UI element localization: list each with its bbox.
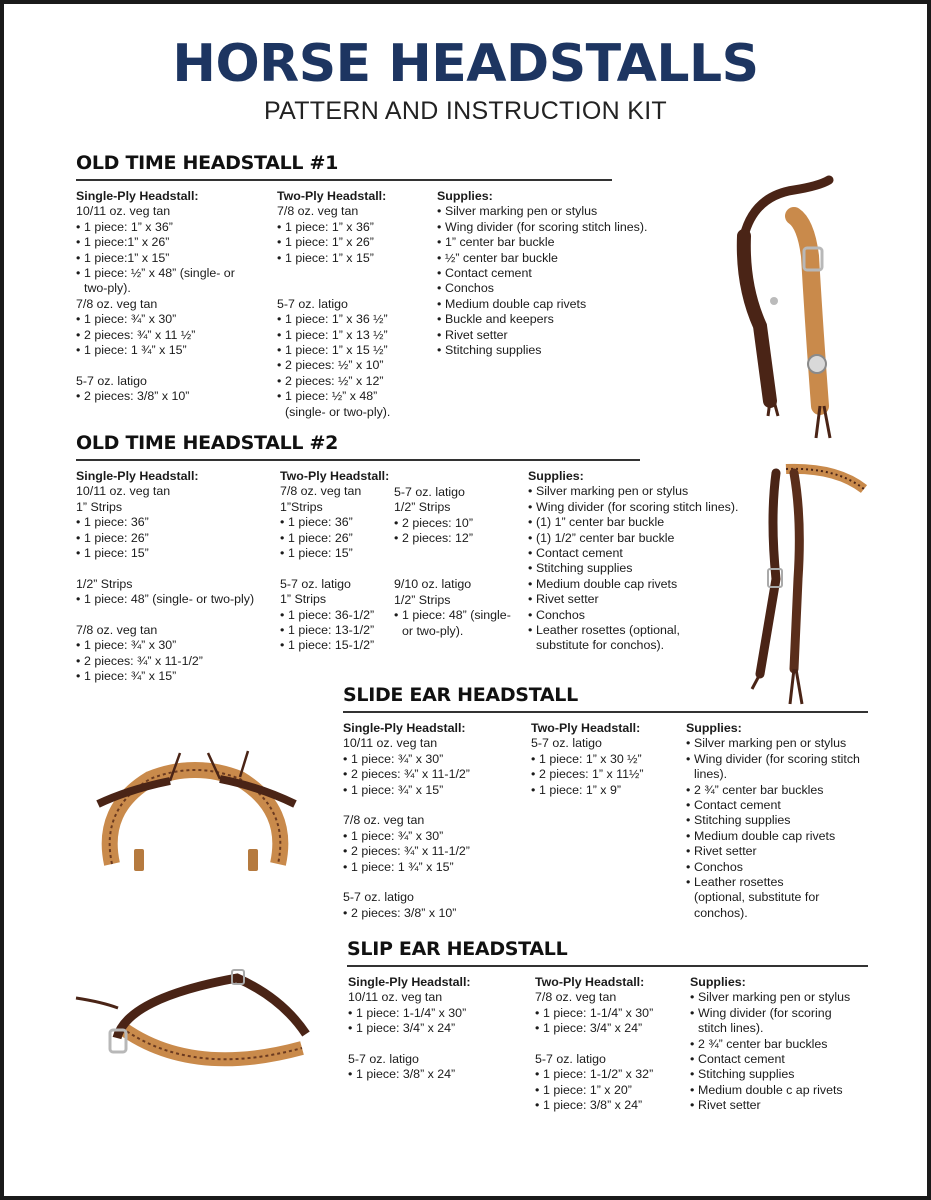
text-line: 5-7 oz. latigo [535, 1052, 606, 1067]
list-item: • ½” center bar buckle [437, 251, 647, 266]
list-item: • Contact cement [528, 546, 738, 561]
column-heading: Single-Ply Headstall: [348, 975, 471, 989]
list-item: • Leather rosettes [686, 875, 860, 890]
list-item: • 2 ¾” center bar buckles [690, 1037, 850, 1052]
text-line: 10/11 oz. veg tan [348, 990, 443, 1005]
column-heading: Supplies: [437, 189, 493, 203]
list-item: • 1 piece: ¾” x 30” [343, 752, 470, 767]
list-item: • Contact cement [690, 1052, 850, 1067]
list-item: • 1 piece: 15” [280, 546, 389, 561]
text-line: 5-7 oz. latigo [76, 373, 147, 388]
list-item: • Conchos [437, 281, 647, 296]
list-item: • 2 pieces: 3/8” x 10” [343, 906, 470, 921]
column [76, 189, 235, 405]
text-line: 7/8 oz. veg tan [277, 204, 359, 219]
list-item: • Conchos [528, 608, 738, 623]
list-item: • 1 piece: ¾” x 30” [76, 638, 254, 653]
list-item: • 2 pieces: 10” [394, 516, 511, 531]
text-line: 5-7 oz. latigo [280, 576, 351, 591]
list-item: • 1 piece: ¾” x 30” [76, 312, 235, 327]
slide-ear-headstall-photo [90, 749, 300, 884]
section-title-slip-ear: SLIP EAR HEADSTALL [347, 938, 568, 960]
list-item: • 1 piece: 48” (single- [394, 608, 511, 623]
list-item: • 1 piece: 1-1/4” x 30” [348, 1006, 471, 1021]
text-line: 5-7 oz. latigo [348, 1052, 419, 1067]
list-item: • Rivet setter [437, 328, 647, 343]
list-item: • Leather rosettes (optional, [528, 623, 738, 638]
list-item: • 1 piece: 1” x 36” [76, 220, 235, 235]
list-item: • 2 pieces: ½” x 10” [277, 358, 390, 373]
list-item: • (1) 1/2” center bar buckle [528, 531, 738, 546]
list-item: • Stitching supplies [690, 1067, 850, 1082]
list-item: • 1 piece: 1” x 36” [277, 220, 390, 235]
column [277, 189, 390, 420]
list-item: • Medium double cap rivets [437, 297, 647, 312]
text-line: 1/2” Strips [76, 576, 133, 591]
column [280, 469, 389, 654]
text-line: 7/8 oz. veg tan [343, 813, 425, 828]
text-line: 1” Strips [76, 499, 123, 514]
list-item: • Wing divider (for scoring stitch lines). [437, 220, 647, 235]
list-item: • 1 piece: 48” (single- or two-ply) [76, 592, 254, 607]
text-line: 1/2” Strips [394, 500, 451, 515]
list-item: • 1 piece: 36” [280, 515, 389, 530]
column [531, 721, 643, 798]
text-line: stitch lines). [698, 1021, 764, 1036]
list-item: • 1 piece: 15” [76, 546, 254, 561]
spacer [535, 1037, 653, 1052]
text-line: 5-7 oz. latigo [394, 485, 465, 499]
text-line: 7/8 oz. veg tan [76, 623, 158, 638]
list-item: • 1 piece: 36” [76, 515, 254, 530]
list-item: • 1 piece: 1-1/2” x 32” [535, 1067, 653, 1082]
list-item: • 1 piece: 3/4” x 24” [348, 1021, 471, 1036]
spacer [277, 281, 390, 296]
text-line: 10/11 oz. veg tan [76, 204, 171, 219]
text-line: substitute for conchos). [536, 638, 665, 653]
column-heading: Supplies: [686, 721, 742, 735]
list-item: • Silver marking pen or stylus [528, 484, 738, 499]
column-heading: Single-Ply Headstall: [343, 721, 466, 735]
list-item: • 2 pieces: ¾” x 11-1/2” [343, 767, 470, 782]
column-heading: Single-Ply Headstall: [76, 189, 199, 203]
list-item: • Stitching supplies [686, 813, 860, 828]
pattern-page [4, 4, 927, 1196]
list-item: • Silver marking pen or stylus [686, 736, 860, 751]
spacer [343, 798, 470, 813]
section-title-slide-ear: SLIDE EAR HEADSTALL [343, 684, 578, 706]
list-item: • 2 pieces: 12” [394, 531, 511, 546]
list-item: • 1 piece: 13-1/2” [280, 623, 389, 638]
column [686, 721, 860, 921]
text-line: or two-ply). [402, 623, 464, 638]
list-item: • 1 piece: 1 ¾” x 15” [343, 860, 470, 875]
column [343, 721, 470, 921]
list-item: • 1 piece: 1” x 9” [531, 783, 643, 798]
text-line: 7/8 oz. veg tan [280, 484, 362, 499]
list-item: • 1 piece: 26” [280, 531, 389, 546]
column [437, 189, 647, 358]
column [690, 975, 850, 1114]
list-item: • 1 piece: 3/8” x 24” [348, 1067, 471, 1082]
list-item: • Silver marking pen or stylus [690, 990, 850, 1005]
section-title-old-time-1: OLD TIME HEADSTALL #1 [76, 152, 339, 174]
list-item: • Stitching supplies [437, 343, 647, 358]
list-item: • Wing divider (for scoring stitch lines). [528, 500, 738, 515]
text-line: 5-7 oz. latigo [343, 890, 414, 905]
list-item: • 1 piece: 3/8” x 24” [535, 1098, 653, 1113]
text-line: two-ply). [84, 281, 131, 296]
text-line: conchos). [694, 905, 748, 920]
section-rule [347, 965, 868, 967]
list-item: • 2 pieces: ½” x 12” [277, 374, 390, 389]
text-line: 1” Strips [280, 592, 327, 607]
column [348, 975, 471, 1083]
list-item: • 1 piece: 15-1/2” [280, 638, 389, 653]
column-heading: Supplies: [528, 469, 584, 483]
spacer [394, 562, 511, 577]
list-item: • Wing divider (for scoring [690, 1006, 850, 1021]
list-item: • 1 piece: 36-1/2” [280, 608, 389, 623]
column [394, 485, 511, 639]
list-item: • 1 piece: 1” x 20” [535, 1083, 653, 1098]
spacer [280, 561, 389, 576]
column [535, 975, 653, 1114]
list-item: • 2 ¾” center bar buckles [686, 783, 860, 798]
list-item: • 1 piece: ¾” x 15” [343, 783, 470, 798]
list-item: • 1 piece: ½” x 48” [277, 389, 390, 404]
list-item: • 2 pieces: 1” x 11½” [531, 767, 643, 782]
text-line: (single- or two-ply). [285, 404, 391, 419]
list-item: • 1 piece: 1” x 36 ½” [277, 312, 390, 327]
column-heading: Two-Ply Headstall: [277, 189, 387, 203]
text-line: lines). [694, 767, 728, 782]
list-item: • Medium double c ap rivets [690, 1083, 850, 1098]
list-item: • 1 piece: 1” x 15 ½” [277, 343, 390, 358]
text-line: 5-7 oz. latigo [531, 736, 602, 751]
list-item: • 1 piece: 1” x 13 ½” [277, 328, 390, 343]
text-line: 1”Strips [280, 499, 323, 514]
column-heading: Two-Ply Headstall: [280, 469, 390, 483]
list-item: • 1 piece: 1” x 26” [277, 235, 390, 250]
list-item: • Rivet setter [690, 1098, 850, 1113]
text-line: 10/11 oz. veg tan [76, 484, 171, 499]
text-line: (optional, substitute for [694, 890, 820, 905]
list-item: • 1 piece: 1” x 15” [277, 251, 390, 266]
list-item: • 1 piece: ½” x 48” (single- or [76, 266, 235, 281]
list-item: • Rivet setter [686, 844, 860, 859]
list-item: • 2 pieces: 3/8” x 10” [76, 389, 235, 404]
list-item: • 1 piece:1” x 26” [76, 235, 235, 250]
page-subtitle: PATTERN AND INSTRUCTION KIT [263, 97, 668, 125]
list-item: • 2 pieces: ¾” x 11-1/2” [76, 654, 254, 669]
list-item: • Stitching supplies [528, 561, 738, 576]
page-title: HORSE HEADSTALLS [172, 34, 759, 94]
spacer [348, 1037, 471, 1052]
list-item: • 1” center bar buckle [437, 235, 647, 250]
spacer [394, 547, 511, 562]
section-rule [76, 459, 640, 461]
list-item: • 1 piece: ¾” x 15” [76, 669, 254, 684]
text-line: 7/8 oz. veg tan [76, 296, 158, 311]
spacer [343, 875, 470, 890]
text-line: 1/2” Strips [394, 592, 451, 607]
list-item: • Rivet setter [528, 592, 738, 607]
column [528, 469, 738, 654]
list-item: • (1) 1” center bar buckle [528, 515, 738, 530]
list-item: • 1 piece: 1-1/4” x 30” [535, 1006, 653, 1021]
old-time-headstall-2-photo [746, 459, 868, 709]
column-heading: Supplies: [690, 975, 746, 989]
list-item: • Medium double cap rivets [528, 577, 738, 592]
list-item: • Contact cement [686, 798, 860, 813]
spacer [76, 608, 254, 623]
column-heading: Two-Ply Headstall: [535, 975, 645, 989]
spacer [76, 561, 254, 576]
section-rule [76, 179, 612, 181]
list-item: • 2 pieces: ¾” x 11 ½” [76, 328, 235, 343]
list-item: • Medium double cap rivets [686, 829, 860, 844]
spacer [277, 266, 390, 281]
list-item: • 1 piece: 26” [76, 531, 254, 546]
list-item: • 1 piece: ¾” x 30” [343, 829, 470, 844]
list-item: • Contact cement [437, 266, 647, 281]
list-item: • 1 piece:1” x 15” [76, 251, 235, 266]
text-line: 10/11 oz. veg tan [343, 736, 438, 751]
text-line: 7/8 oz. veg tan [535, 990, 617, 1005]
list-item: • Buckle and keepers [437, 312, 647, 327]
text-line: 5-7 oz. latigo [277, 296, 348, 311]
column-heading: Two-Ply Headstall: [531, 721, 641, 735]
spacer [76, 358, 235, 373]
list-item: • Wing divider (for scoring stitch [686, 752, 860, 767]
text-line: 9/10 oz. latigo [394, 577, 472, 592]
list-item: • 1 piece: 1 ¾” x 15” [76, 343, 235, 358]
section-rule [343, 711, 868, 713]
old-time-headstall-1-photo [724, 176, 854, 448]
list-item: • 1 piece: 1” x 30 ½” [531, 752, 643, 767]
list-item: • 2 pieces: ¾” x 11-1/2” [343, 844, 470, 859]
column-heading: Single-Ply Headstall: [76, 469, 199, 483]
column [76, 469, 254, 685]
section-title-old-time-2: OLD TIME HEADSTALL #2 [76, 432, 339, 454]
slip-ear-headstall-photo [72, 968, 312, 1078]
list-item: • Conchos [686, 860, 860, 875]
list-item: • 1 piece: 3/4” x 24” [535, 1021, 653, 1036]
list-item: • Silver marking pen or stylus [437, 204, 647, 219]
